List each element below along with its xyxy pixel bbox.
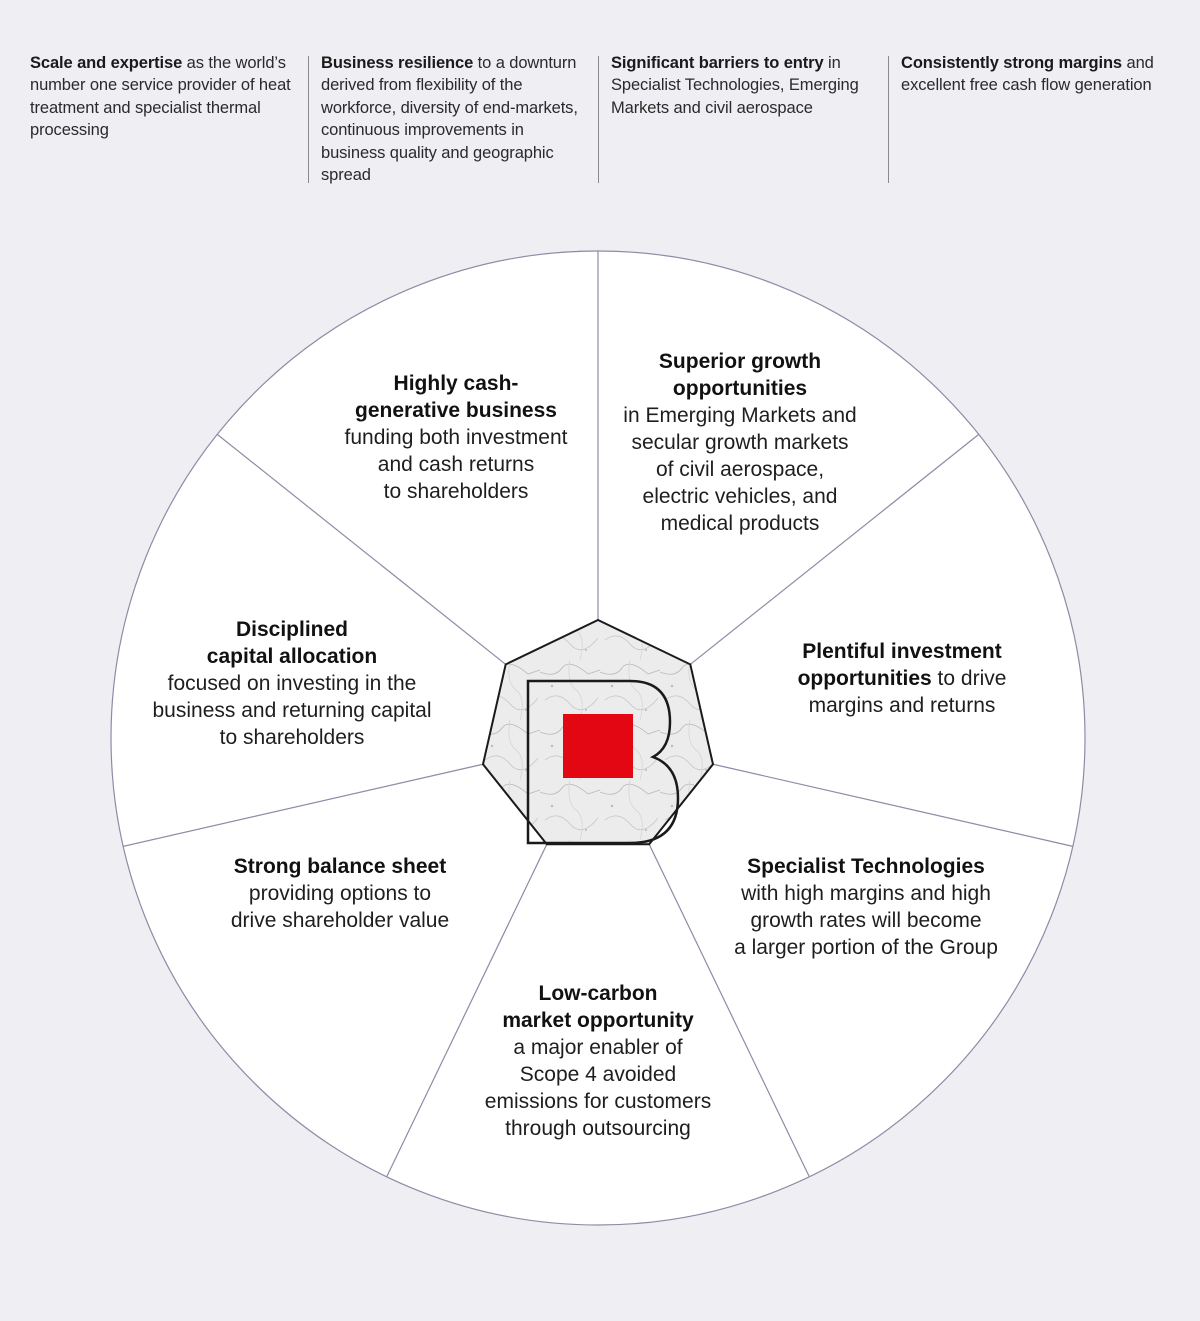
segment-heading: market opportunity: [502, 1009, 694, 1032]
segment-line: [152, 616, 431, 643]
segment-text: of civil aerospace,: [655, 458, 825, 481]
segment-cash-generative: [345, 370, 568, 505]
segment-low-carbon: [485, 980, 711, 1142]
segment-heading: Highly cash-: [393, 372, 519, 395]
pillar-title: Consistently strong margins: [901, 54, 1123, 72]
segment-text: emissions for customers: [484, 1090, 712, 1113]
segment-line: [152, 643, 431, 670]
segment-plentiful-investment: [798, 638, 1007, 719]
segment-heading: opportunities: [797, 667, 932, 690]
segment-text: electric vehicles, and: [642, 485, 838, 508]
segment-line: [231, 907, 449, 934]
segment-text: to shareholders: [219, 726, 365, 749]
segment-line: [623, 375, 856, 402]
segment-line: [345, 370, 568, 397]
segment-text: providing options to: [248, 882, 432, 905]
pillar-title: Significant barriers to entry: [611, 54, 824, 72]
segment-text: focused on investing in the: [167, 672, 417, 695]
pillar-title: Business resilience: [321, 54, 474, 72]
segment-line: [623, 456, 856, 483]
segment-line: [734, 853, 998, 880]
segment-text: and cash returns: [377, 453, 535, 476]
segment-heading: Plentiful investment: [802, 640, 1002, 663]
segment-text: funding both investment: [344, 426, 568, 449]
segment-text: in Emerging Markets and: [623, 404, 857, 427]
segment-line: [152, 697, 431, 724]
segment-line: [345, 478, 568, 505]
segment-text: to drive: [931, 667, 1007, 690]
segment-line: [734, 880, 998, 907]
segment-text: through outsourcing: [505, 1117, 691, 1140]
pillar-title: Scale and expertise: [30, 54, 183, 72]
segment-line: [734, 934, 998, 961]
segment-line: [798, 638, 1007, 665]
segment-heading: Strong balance sheet: [233, 855, 447, 878]
segment-line: [623, 402, 856, 429]
segment-heading: Disciplined: [235, 618, 349, 641]
segment-line: [485, 1034, 711, 1061]
segment-line: [623, 348, 856, 375]
segment-line: [623, 510, 856, 537]
segment-line: [345, 424, 568, 451]
segment-text: a major enabler of: [513, 1036, 683, 1059]
segment-text: business and returning capital: [152, 699, 432, 722]
segment-line: [152, 670, 431, 697]
segment-text: Scope 4 avoided: [519, 1063, 677, 1086]
pillar-text: as the world’s number one service provider of heat treatment and specialist thermal processing: [30, 54, 291, 140]
segment-strong-balance-sheet: [231, 853, 449, 934]
pillar-text: to a downturn derived from flexibility of the workforce, diversity of end-markets, continuous improvements in business quality and geographic spread: [321, 54, 578, 185]
segment-line: [345, 397, 568, 424]
logo-red-square: [563, 714, 633, 778]
segment-line: [231, 853, 449, 880]
segment-line: [152, 724, 431, 751]
segment-line: [485, 1061, 711, 1088]
segment-text: drive shareholder value: [230, 909, 450, 932]
segment-text: to shareholders: [383, 480, 529, 503]
segment-text: margins and returns: [808, 694, 996, 717]
pillar-text: in Specialist Technologies, Emerging Markets and civil aerospace: [611, 54, 859, 117]
segment-line: [231, 880, 449, 907]
segment-text: a larger portion of the Group: [734, 936, 998, 959]
segment-heading: opportunities: [672, 377, 808, 400]
segment-line: [485, 980, 711, 1007]
segment-line: [798, 692, 1007, 719]
segment-text: medical products: [660, 512, 820, 535]
segment-text: secular growth markets: [631, 431, 849, 454]
segment-heading: Superior growth: [658, 350, 822, 373]
segment-heading: Specialist Technologies: [747, 855, 985, 878]
segment-line: [734, 907, 998, 934]
segment-heading: Low-carbon: [538, 982, 658, 1005]
segment-heading: generative business: [355, 399, 557, 422]
segment-line: [485, 1007, 711, 1034]
segment-superior-growth: [623, 348, 856, 537]
segment-line: [623, 483, 856, 510]
segment-text: growth rates will become: [750, 909, 982, 932]
pillar-text: and excellent free cash flow generation: [901, 54, 1154, 95]
segment-text: with high margins and high: [741, 882, 991, 905]
segment-line: [485, 1088, 711, 1115]
segment-line: [798, 665, 1007, 692]
segment-heading: capital allocation: [206, 645, 378, 668]
segment-specialist-technologies: [734, 853, 998, 961]
segment-line: [485, 1115, 711, 1142]
segment-line: [623, 429, 856, 456]
segment-disciplined-capital: [152, 616, 431, 751]
segment-line: [345, 451, 568, 478]
